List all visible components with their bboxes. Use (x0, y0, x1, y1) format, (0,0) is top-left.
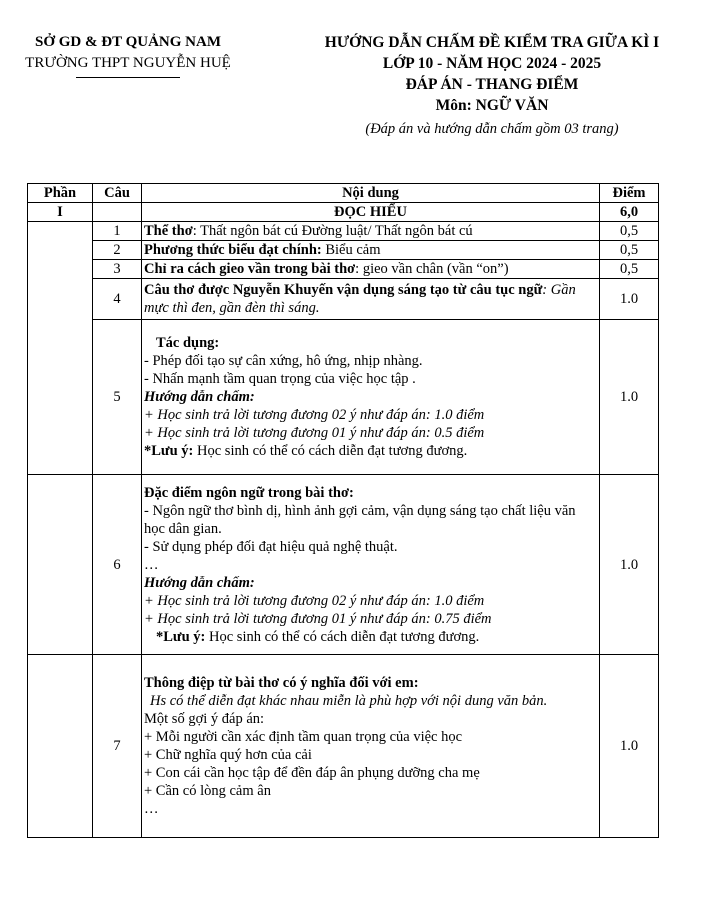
cau-number: 1 (93, 222, 142, 241)
answer-title: Đặc điểm ngôn ngữ trong bài thơ: (144, 484, 354, 501)
header-diem: Điểm (600, 184, 659, 203)
document-subtitle: ĐÁP ÁN - THANG ĐIỂM (405, 76, 579, 93)
note-text: Học sinh có thể có cách diễn đạt tương đương. (193, 443, 468, 459)
answer-content (142, 475, 600, 655)
cau-number: 5 (93, 320, 142, 475)
answer-label: Phương thức biểu đạt chính: (144, 242, 322, 258)
table-row (28, 260, 659, 279)
header-cau: Câu (93, 184, 142, 203)
section-cau-empty (93, 203, 142, 222)
score: 0,5 (600, 241, 659, 260)
guide-line: + Học sinh trả lời tương đương 02 ý như đáp án: 1.0 điểm (144, 592, 485, 609)
cau-number: 7 (93, 655, 142, 838)
answer-line: - Sử dụng phép đối đạt hiệu quả nghệ thuật. (144, 538, 398, 555)
table-row (28, 241, 659, 260)
score: 1.0 (600, 279, 659, 320)
subject: Môn: NGỮ VĂN (435, 97, 549, 114)
header-phan: Phần (28, 184, 93, 203)
answer-content (142, 241, 600, 260)
guide-line: + Học sinh trả lời tương đương 01 ý như đáp án: 0.5 điểm (144, 425, 485, 441)
header-noi-dung: Nội dung (142, 184, 600, 203)
answer-label: Chỉ ra cách gieo vần trong bài thơ (144, 261, 356, 277)
note-line (144, 442, 597, 460)
note-label: *Lưu ý: (144, 443, 194, 459)
table-row (28, 279, 659, 320)
answer-line: + Cần có lòng cảm ân (144, 783, 271, 799)
answer-label: Câu thơ được Nguyễn Khuyến vận dụng sáng tạo từ câu tục ngữ (144, 282, 543, 298)
answer-line: … (144, 801, 159, 817)
note-text: Học sinh có thể có cách diễn đạt tương đương. (205, 628, 480, 645)
phan-cell-empty (28, 222, 93, 475)
phan-cell-empty (28, 475, 93, 655)
answer-text: Biểu cảm (321, 242, 381, 258)
score: 0,5 (600, 260, 659, 279)
header-underline (76, 77, 180, 78)
guide-line: + Học sinh trả lời tương đương 02 ý như đáp án: 1.0 điểm (144, 407, 485, 423)
grade-year: LỚP 10 - NĂM HỌC 2024 - 2025 (382, 55, 602, 72)
phan-cell-empty (28, 655, 93, 838)
table-row (28, 320, 659, 475)
section-diem: 6,0 (600, 203, 659, 222)
header-left (0, 32, 256, 78)
header-right (282, 32, 702, 140)
score: 0,5 (600, 222, 659, 241)
answer-text: : gieo vần chân (vần “on”) (355, 261, 509, 277)
score: 1.0 (600, 475, 659, 655)
cau-number: 4 (93, 279, 142, 320)
guide-line: + Học sinh trả lời tương đương 01 ý như đáp án: 0.75 điểm (144, 610, 492, 627)
document-title: HƯỚNG DẪN CHẤM ĐỀ KIỂM TRA GIỮA KÌ I (324, 34, 660, 51)
table-row (28, 222, 659, 241)
cau-number: 6 (93, 475, 142, 655)
answer-title: Thông điệp từ bài thơ có ý nghĩa đối với em: (144, 675, 419, 691)
answer-title: Tác dụng: (156, 335, 220, 351)
answer-content (142, 260, 600, 279)
grading-table (27, 183, 659, 838)
answer-label: Thể thơ (144, 223, 193, 239)
cau-number: 2 (93, 241, 142, 260)
table-row (28, 475, 659, 655)
note-line (144, 628, 597, 646)
score: 1.0 (600, 655, 659, 838)
answer-line: Một số gợi ý đáp án: (144, 711, 265, 727)
answer-line: … (144, 556, 159, 573)
answer-text: : Thất ngôn bát cú Đường luật/ Thất ngôn bát cú (192, 223, 473, 239)
score: 1.0 (600, 320, 659, 475)
department-name: SỞ GD & ĐT QUẢNG NAM (35, 34, 221, 50)
answer-content (142, 655, 600, 838)
answer-line: + Chữ nghĩa quý hơn của cải (144, 747, 312, 763)
answer-text: : Gần mực thì đen, gần đèn thì sáng. (144, 282, 576, 316)
guide-title: Hướng dẫn chấm: (144, 574, 255, 591)
cau-number: 3 (93, 260, 142, 279)
answer-line: - Phép đối tạo sự cân xứng, hô ứng, nhịp nhàng. (144, 353, 423, 369)
school-name: TRƯỜNG THPT NGUYỄN HUỆ (25, 55, 231, 71)
answer-line: - Ngôn ngữ thơ bình dị, hình ảnh gợi cảm, vận dụng sáng tạo chất liệu văn học dân gian. (144, 502, 576, 537)
answer-content (142, 222, 600, 241)
guide-title: Hướng dẫn chấm: (144, 389, 255, 405)
answer-line: - Nhấn mạnh tầm quan trọng của việc học tập . (144, 371, 416, 387)
table-row (28, 655, 659, 838)
answer-content (142, 279, 600, 320)
section-title: ĐỌC HIỂU (142, 203, 600, 222)
note-label: *Lưu ý: (156, 628, 206, 645)
answer-line: + Mỗi người cần xác định tầm quan trọng của việc học (144, 729, 463, 745)
section-phan: I (28, 203, 93, 222)
answer-content (142, 320, 600, 475)
answer-line: + Con cái cần học tập để đền đáp ân phụng dưỡng cha mẹ (144, 765, 480, 781)
answer-intro: Hs có thể diễn đạt khác nhau miễn là phù hợp với nội dung văn bản. (150, 693, 548, 709)
page-note: (Đáp án và hướng dẫn chấm gồm 03 trang) (365, 121, 619, 137)
section-row (28, 203, 659, 222)
table-header-row (28, 184, 659, 203)
